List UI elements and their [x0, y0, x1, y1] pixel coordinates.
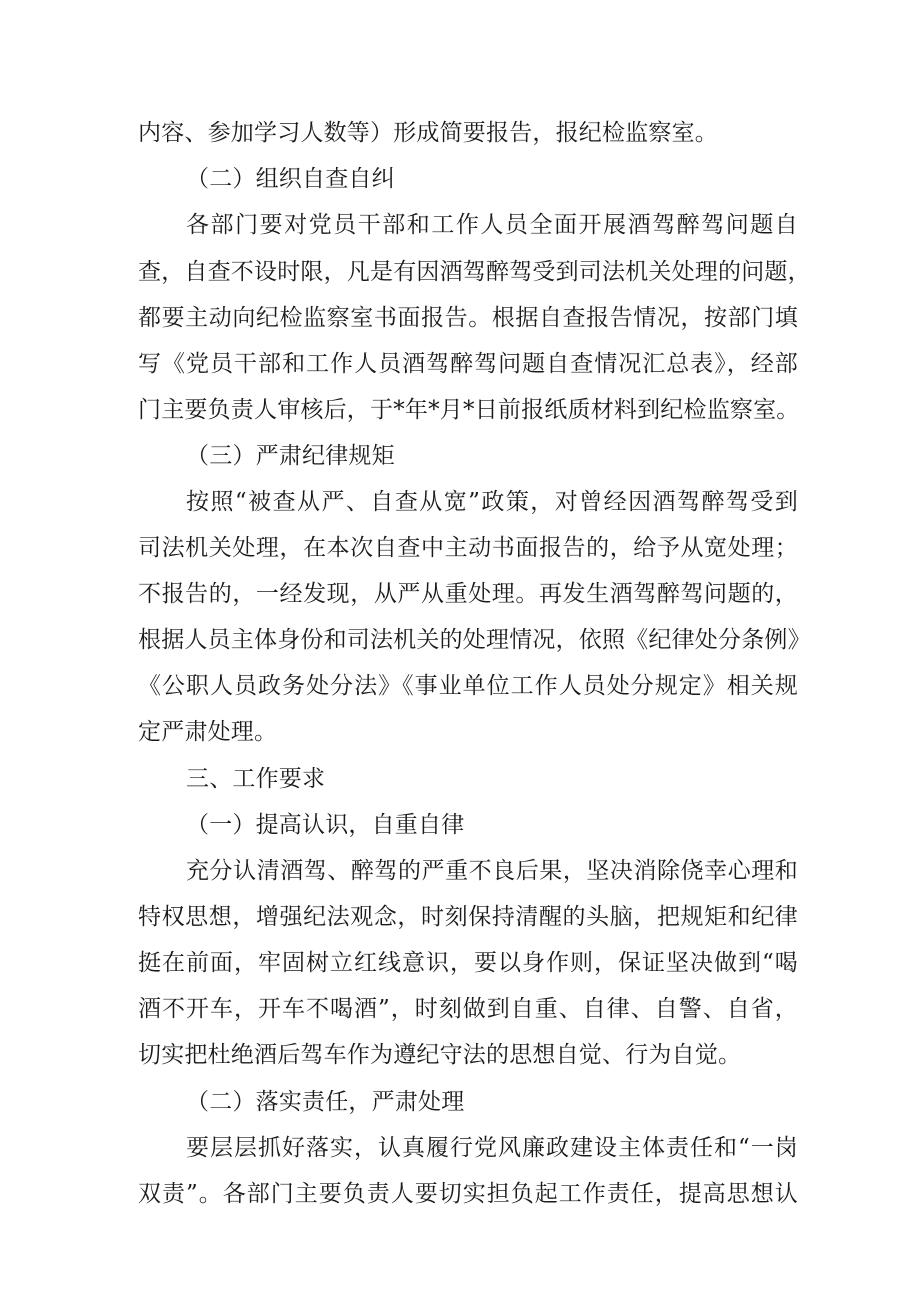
- text-line: 定严肃处理。: [138, 719, 278, 745]
- text-line: 司法机关处理，在本次自查中主动书面报告的，给予从宽处理；: [138, 535, 798, 561]
- text-line: 根据人员主体身份和司法机关的处理情况，依照《纪律处分条例》: [138, 627, 811, 653]
- text-line: 酒不开车，开车不喝酒”，时刻做到自重、自律、自警、自省，: [138, 996, 798, 1022]
- text-line: 门主要负责人审核后，于*年*月*日前报纸质材料到纪检监察室。: [138, 397, 800, 423]
- text-line: 双责”。各部门主要负责人要切实担负起工作责任，提高思想认: [138, 1181, 798, 1207]
- subheading: （三）严肃纪律规矩: [186, 443, 395, 469]
- paragraph-first-line: 充分认清酒驾、醉驾的严重不良后果，坚决消除侥幸心理和: [186, 858, 798, 884]
- text-line: 切实把杜绝酒后驾车作为遵纪守法的思想自觉、行为自觉。: [138, 1042, 742, 1068]
- paragraph-first-line: 各部门要对党员干部和工作人员全面开展酒驾醉驾问题自: [186, 212, 798, 238]
- text-line: 《公职人员政务处分法》《事业单位工作人员处分规定》相关规: [138, 673, 798, 699]
- section-heading: 三、工作要求: [186, 766, 326, 792]
- paragraph-first-line: 要层层抓好落实，认真履行党风廉政建设主体责任和“一岗: [186, 1135, 798, 1161]
- text-line: 不报告的，一经发现，从严从重处理。再发生酒驾醉驾问题的，: [138, 581, 798, 607]
- text-line: 挺在前面，牢固树立红线意识，要以身作则，保证坚决做到“喝: [138, 950, 798, 976]
- text-line: 查，自查不设时限，凡是有因酒驾醉驾受到司法机关处理的问题，: [138, 259, 811, 285]
- text-line: 内容、参加学习人数等）形成简要报告，报纪检监察室。: [138, 120, 718, 146]
- subheading: （二）落实责任，严肃处理: [186, 1089, 465, 1115]
- text-line: 写《党员干部和工作人员酒驾醉驾问题自查情况汇总表》，经部: [138, 351, 798, 377]
- text-line: 都要主动向纪检监察室书面报告。根据自查报告情况，按部门填: [138, 305, 798, 331]
- text-line: 特权思想，增强纪法观念，时刻保持清醒的头脑，把规矩和纪律: [138, 904, 798, 930]
- subheading: （一）提高认识，自重自律: [186, 812, 465, 838]
- paragraph-first-line: 按照“被查从严、自查从宽”政策，对曾经因酒驾醉驾受到: [186, 489, 798, 515]
- subheading: （二）组织自查自纠: [186, 166, 395, 192]
